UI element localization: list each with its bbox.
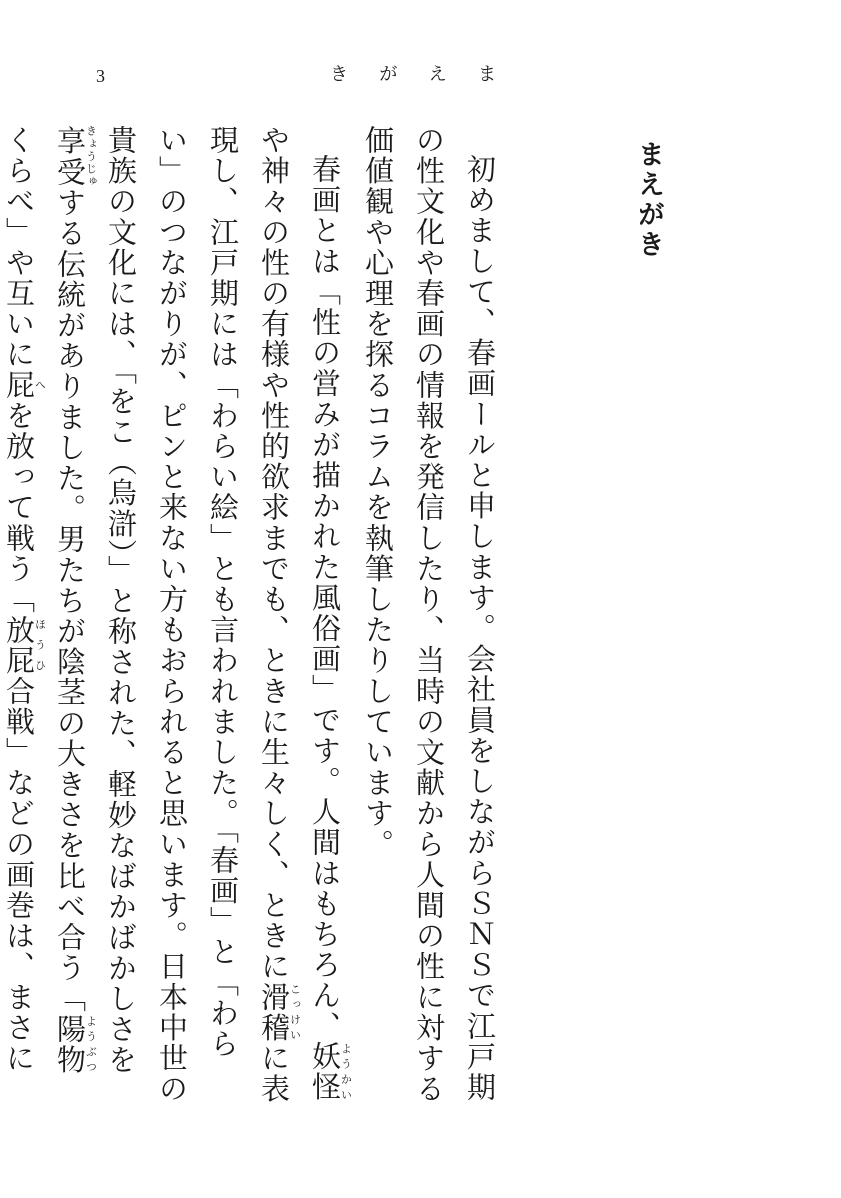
ruby-annotation: 滑稽こっけい bbox=[257, 981, 302, 1044]
chapter-title: まえがき bbox=[633, 140, 664, 260]
ruby-annotation: 陽物ようぶつ bbox=[53, 1013, 98, 1075]
running-header bbox=[330, 60, 496, 86]
paragraph: 春画とは「性の営みが描かれた風俗画」です。人間はもちろん、妖怪ようかいや神々の性の有様や性的欲求までも、ときに生々しく、ときに滑稽こっけいに表現し、江戸期には「わらい絵」とも言われました。「春画」と「わらい」のつながりが、ピンと来ない方もおられると思います。日本中世の貴族の文化には、「をこ（烏滸）」と称された、軽妙なばかばかしさを享受きょうじゅする伝統がありました。男たちが陰茎の大きさを比べ合う「陽物ようぶつくらべ」や互いに屁へを放って戦う「放屁ほうひ合戦」などの画巻は、まさに bbox=[2, 125, 353, 1105]
ruby-annotation: 妖怪ようかい bbox=[308, 1041, 353, 1103]
running-header-char: え bbox=[428, 64, 447, 85]
running-header-char: き bbox=[330, 64, 348, 85]
body-text bbox=[0, 125, 505, 1105]
ruby-annotation: 屁へ bbox=[2, 369, 47, 401]
ruby-annotation: 享受きょうじゅ bbox=[53, 125, 98, 188]
ruby-annotation: 放屁ほうひ bbox=[2, 614, 47, 676]
running-header-char: ま bbox=[477, 64, 496, 85]
paragraph: 初めまして、春画ールと申します。会社員をしながらＳＮＳで江戸期の性文化や春画の情報を発信したり、当時の文献から人間の性に対する価値観や心理を探るコラムを執筆したりしています。 bbox=[361, 125, 497, 1105]
running-header-char: が bbox=[379, 64, 398, 85]
page-number: 3 bbox=[96, 66, 105, 86]
